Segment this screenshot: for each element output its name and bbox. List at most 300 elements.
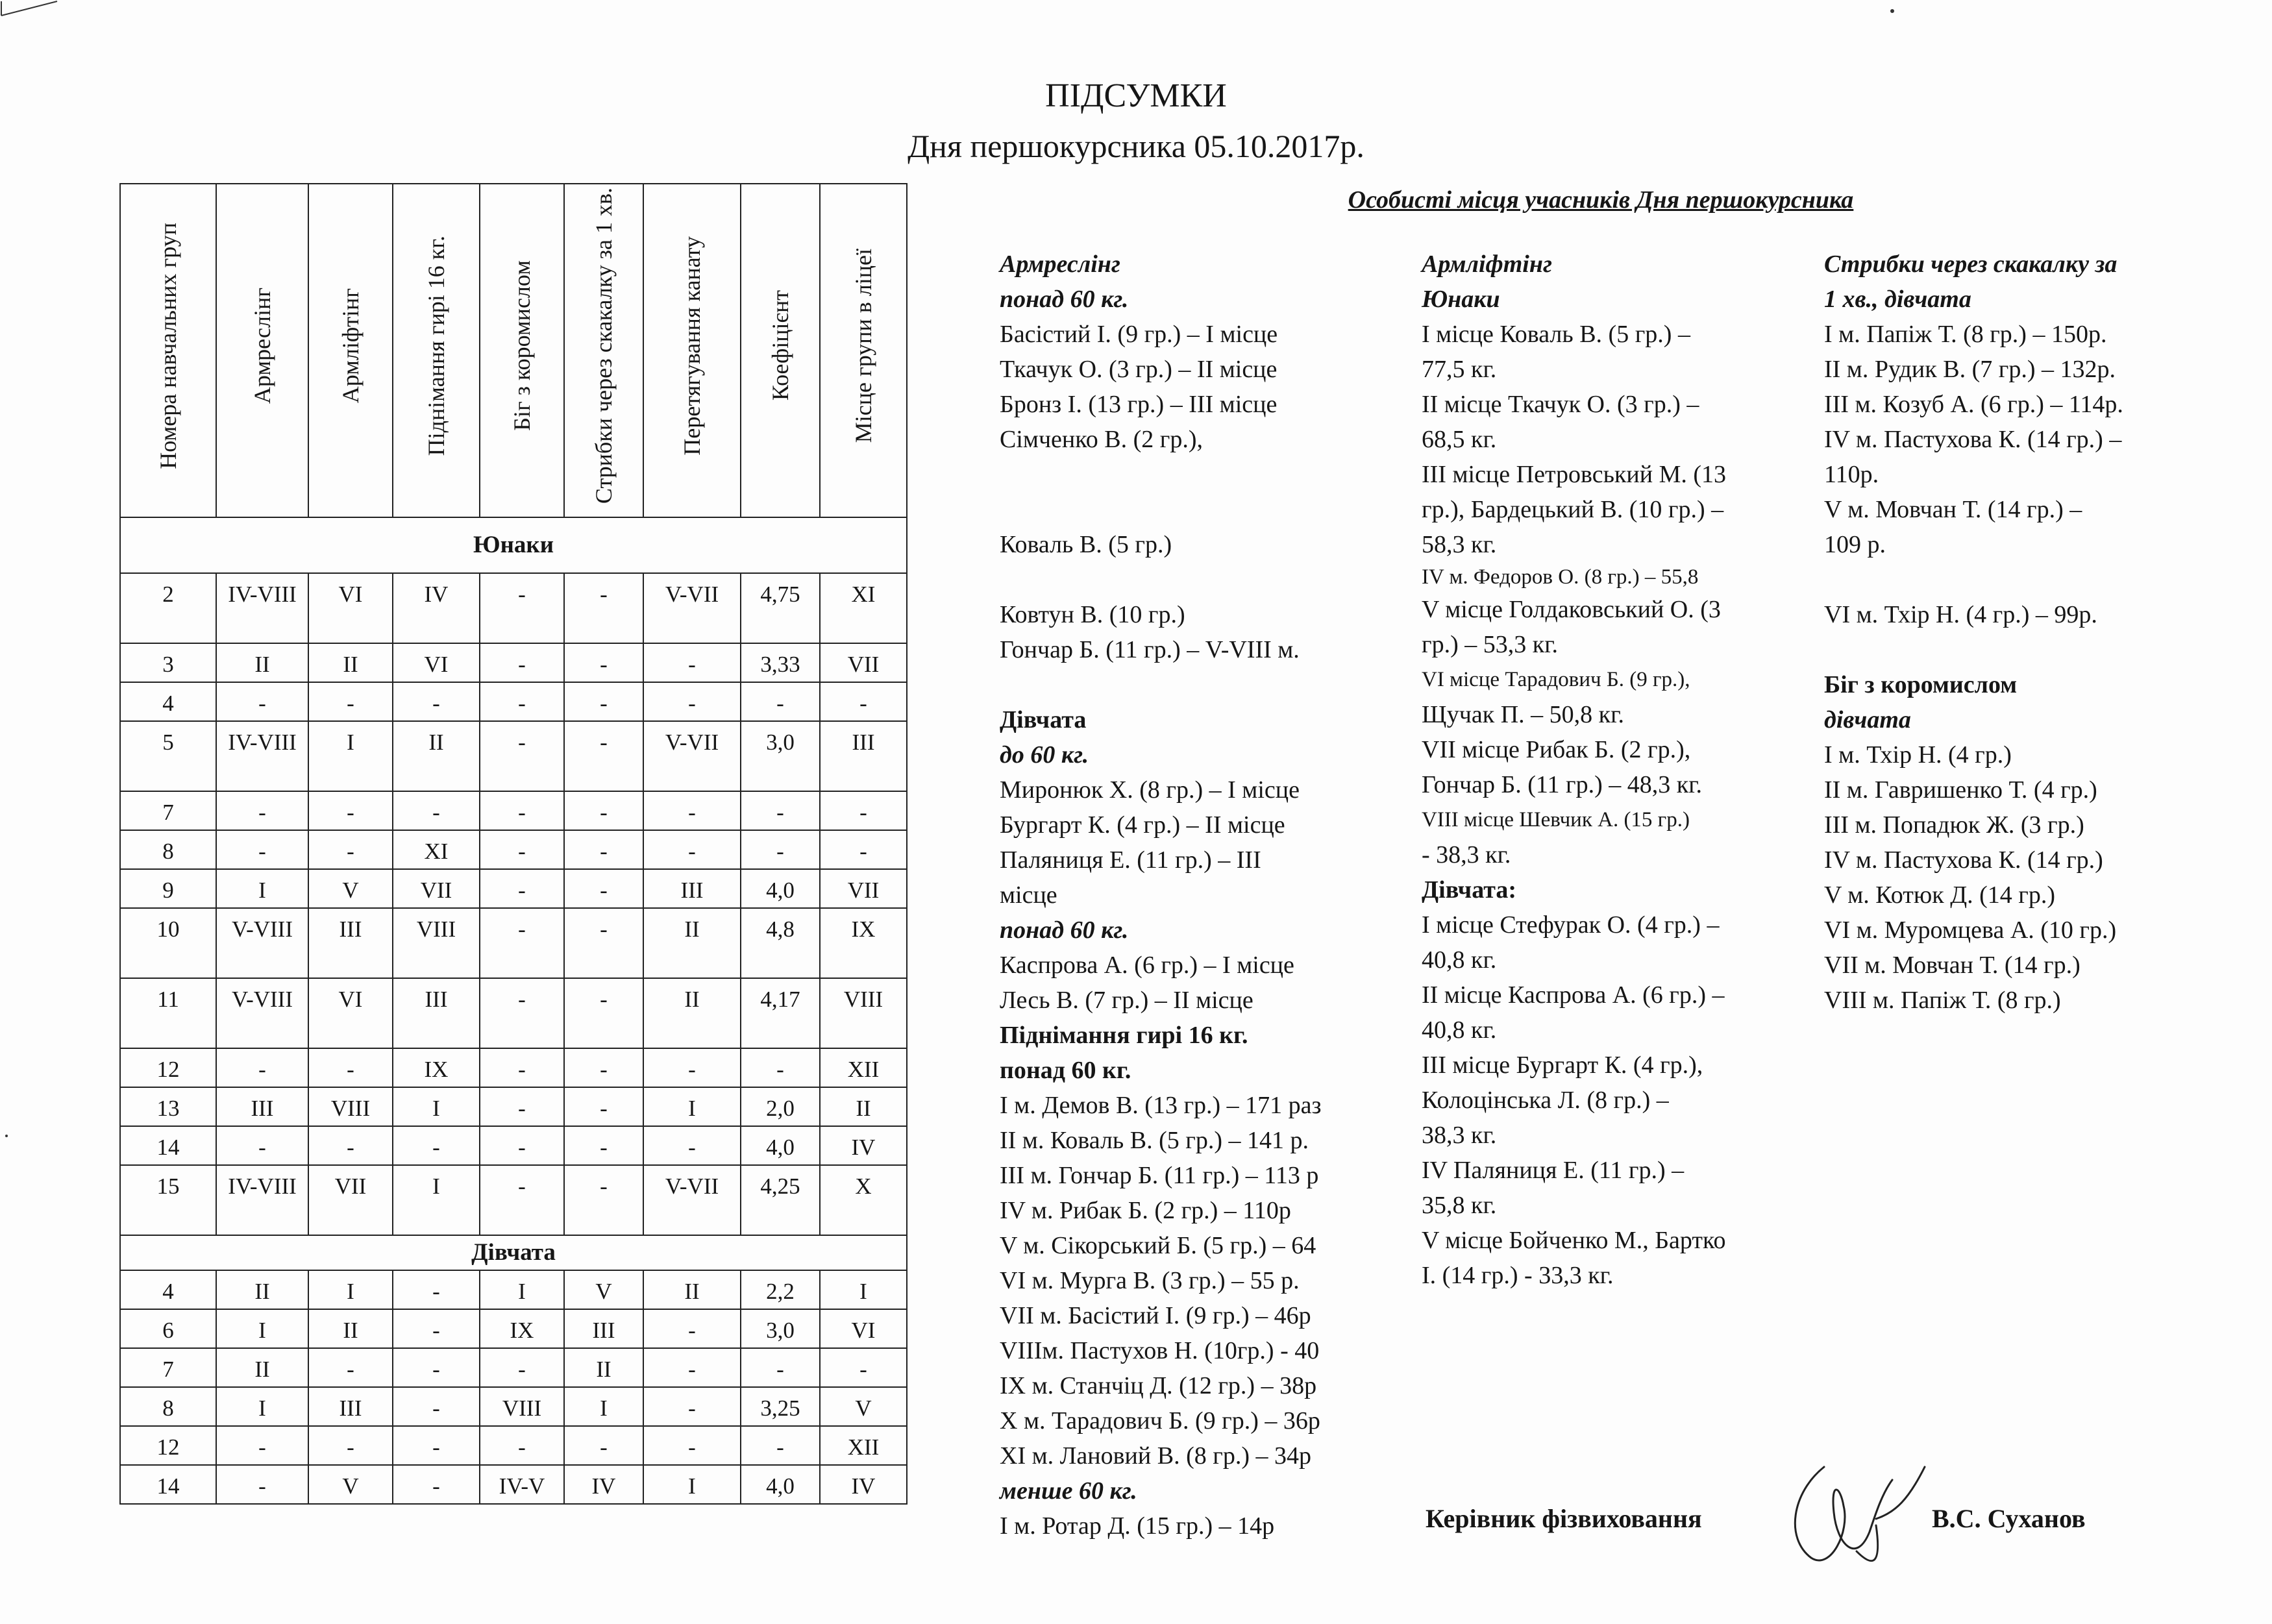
list-item: 58,3 кг.	[1422, 531, 1497, 558]
table-row	[120, 869, 907, 908]
table-cell: -	[393, 791, 480, 830]
list-item: X м. Тарадович Б. (9 гр.) – 36р	[1000, 1407, 1320, 1434]
table-cell: -	[643, 682, 741, 721]
table-cell: IV-VIII	[216, 721, 308, 791]
weight-category: понад 60 кг.	[1000, 286, 1129, 313]
table-cell: -	[480, 721, 564, 791]
table-cell: -	[741, 682, 820, 721]
table-cell: -	[480, 1048, 564, 1087]
table-cell: -	[820, 1348, 907, 1387]
table-cell: -	[480, 1087, 564, 1126]
table-cell: -	[643, 643, 741, 682]
table-cell: VI	[308, 978, 393, 1048]
list-item: V м. Сікорський Б. (5 гр.) – 64	[1000, 1232, 1316, 1259]
table-cell: -	[216, 1465, 308, 1504]
table-cell: 3,33	[741, 643, 820, 682]
list-item: І місце Коваль В. (5 гр.) –	[1422, 321, 1690, 348]
table-cell: I	[820, 1270, 907, 1309]
corner-mark	[0, 0, 58, 17]
table-cell: VIII	[393, 908, 480, 978]
column-header-label: Перетягування канату	[679, 236, 705, 456]
table-cell: XII	[820, 1048, 907, 1087]
table-cell: I	[308, 1270, 393, 1309]
list-item: IV м. Федоров О. (8 гр.) – 55,8	[1422, 565, 1699, 589]
table-cell: -	[480, 869, 564, 908]
weight-category: понад 60 кг.	[1000, 917, 1129, 944]
section-heading: Армреслінг	[1000, 251, 1120, 278]
table-cell: 11	[120, 978, 216, 1048]
table-cell: -	[393, 682, 480, 721]
list-item: І м. Тхір Н. (4 гр.)	[1824, 741, 2012, 769]
table-cell: -	[564, 1165, 643, 1235]
table-cell: 4,8	[741, 908, 820, 978]
table-cell: 10	[120, 908, 216, 978]
weight-category: понад 60 кг.	[1000, 1057, 1131, 1084]
list-item: V місце Голдаковський О. (3	[1422, 596, 1721, 623]
list-item: 35,8 кг.	[1422, 1192, 1497, 1219]
table-cell: VIII	[820, 978, 907, 1048]
table-cell: II	[393, 721, 480, 791]
signature	[1779, 1454, 1934, 1577]
table-cell: II	[820, 1087, 907, 1126]
table-cell: II	[216, 1348, 308, 1387]
table-cell: -	[216, 1126, 308, 1165]
table-cell: -	[480, 1126, 564, 1165]
list-item: місце	[1000, 881, 1057, 909]
column-header-label: Армліфтінг	[338, 288, 364, 404]
table-cell: I	[480, 1270, 564, 1309]
list-item: 109 р.	[1824, 531, 1886, 558]
table-row	[120, 1126, 907, 1165]
table-cell: VII	[820, 869, 907, 908]
table-row	[120, 791, 907, 830]
section-label: Дівчата	[120, 1235, 907, 1270]
list-item: XI м. Лановий В. (8 гр.) – 34р	[1000, 1442, 1311, 1470]
list-item: ІІ м. Гавришенко Т. (4 гр.)	[1824, 776, 2097, 804]
results-table	[119, 183, 908, 1505]
table-row	[120, 721, 907, 791]
table-cell: -	[480, 1165, 564, 1235]
table-cell: V-VIII	[216, 978, 308, 1048]
table-cell: XII	[820, 1426, 907, 1465]
list-item: 68,5 кг.	[1422, 426, 1497, 453]
table-cell: IV-V	[480, 1465, 564, 1504]
list-item: Колоцінська Л. (8 гр.) –	[1422, 1087, 1669, 1114]
section-row	[120, 1235, 907, 1270]
table-cell: IV	[564, 1465, 643, 1504]
table-cell: III	[643, 869, 741, 908]
table-cell: -	[308, 1126, 393, 1165]
section-heading: Армліфтінг	[1422, 251, 1552, 278]
table-cell: I	[393, 1165, 480, 1235]
table-cell: III	[393, 978, 480, 1048]
group-heading: Юнаки	[1422, 286, 1500, 313]
table-cell: -	[480, 791, 564, 830]
list-item: гр.) – 53,3 кг.	[1422, 631, 1559, 658]
table-cell: -	[643, 1348, 741, 1387]
column-header-label: Коефіцієнт	[767, 290, 793, 401]
column-header	[643, 184, 741, 517]
list-item: IV м. Пастухова К. (14 гр.) –	[1824, 426, 2122, 453]
section-heading: 1 хв., дівчата	[1824, 286, 1971, 313]
table-cell: -	[480, 682, 564, 721]
table-cell: -	[480, 830, 564, 869]
speck	[1890, 9, 1894, 13]
list-item: VII м. Мовчан Т. (14 гр.)	[1824, 952, 2081, 979]
table-cell: II	[216, 1270, 308, 1309]
section-heading: Біг з коромислом	[1824, 671, 2018, 698]
table-cell: -	[741, 1348, 820, 1387]
table-cell: -	[308, 682, 393, 721]
list-item: Гончар Б. (11 гр.) – V-VIII м.	[1000, 636, 1300, 663]
table-row	[120, 830, 907, 869]
table-cell: X	[820, 1165, 907, 1235]
table-cell: -	[564, 978, 643, 1048]
list-item: 110р.	[1824, 461, 1879, 488]
table-cell: -	[643, 1126, 741, 1165]
list-item: ІІ місце Каспрова А. (6 гр.) –	[1422, 981, 1725, 1009]
table-row	[120, 1309, 907, 1348]
table-cell: 6	[120, 1309, 216, 1348]
table-cell: -	[216, 1426, 308, 1465]
list-item: І м. Папіж Т. (8 гр.) – 150р.	[1824, 321, 2107, 348]
list-item: 40,8 кг.	[1422, 1016, 1497, 1044]
table-cell: 8	[120, 830, 216, 869]
page-title: ПІДСУМКИ	[1045, 77, 1227, 114]
table-cell: IV	[820, 1465, 907, 1504]
table-cell: -	[643, 1387, 741, 1426]
column-header-label: Біг з коромислом	[509, 260, 535, 431]
table-cell: -	[393, 1426, 480, 1465]
table-cell: 4,17	[741, 978, 820, 1048]
table-cell: -	[393, 1387, 480, 1426]
table-cell: IV	[393, 573, 480, 643]
table-cell: II	[643, 1270, 741, 1309]
list-item: 77,5 кг.	[1422, 356, 1497, 383]
table-cell: 15	[120, 1165, 216, 1235]
table-cell: V-VIII	[216, 908, 308, 978]
table-cell: -	[564, 830, 643, 869]
table-cell: II	[308, 643, 393, 682]
table-cell: -	[393, 1309, 480, 1348]
list-item: 40,8 кг.	[1422, 946, 1497, 974]
table-cell: 7	[120, 791, 216, 830]
table-cell: IX	[480, 1309, 564, 1348]
list-item: VII м. Басістий І. (9 гр.) – 46р	[1000, 1302, 1311, 1329]
table-cell: VIII	[480, 1387, 564, 1426]
table-cell: 4,25	[741, 1165, 820, 1235]
table-cell: V-VII	[643, 573, 741, 643]
table-cell: 4,0	[741, 1465, 820, 1504]
table-cell: -	[564, 869, 643, 908]
table-cell: IX	[393, 1048, 480, 1087]
list-item: І м. Демов В. (13 гр.) – 171 раз	[1000, 1092, 1322, 1119]
table-cell: 7	[120, 1348, 216, 1387]
list-item: Ковтун В. (10 гр.)	[1000, 601, 1185, 628]
table-cell: 2,2	[741, 1270, 820, 1309]
table-cell: 5	[120, 721, 216, 791]
section-heading: Дівчата	[1000, 706, 1087, 733]
table-row	[120, 1165, 907, 1235]
table-cell: -	[308, 830, 393, 869]
table-cell: -	[216, 1048, 308, 1087]
list-item: VIII місце Шевчик А. (15 гр.)	[1422, 808, 1690, 831]
table-cell: 4,0	[741, 1126, 820, 1165]
table-cell: IV	[820, 1126, 907, 1165]
list-item: V м. Мовчан Т. (14 гр.) –	[1824, 496, 2082, 523]
list-item: VI м. Муромцева А. (10 гр.)	[1824, 917, 2117, 944]
table-cell: III	[308, 908, 393, 978]
column-armlifting	[1422, 247, 1726, 1293]
table-cell: 13	[120, 1087, 216, 1126]
table-cell: -	[564, 1126, 643, 1165]
table-cell: V-VII	[643, 721, 741, 791]
table-cell: -	[643, 830, 741, 869]
list-item: Коваль В. (5 гр.)	[1000, 531, 1172, 558]
table-cell: III	[308, 1387, 393, 1426]
list-item: VIIIм. Пастухов Н. (10гр.) - 40	[1000, 1337, 1320, 1364]
table-cell: VI	[820, 1309, 907, 1348]
list-item: Лесь В. (7 гр.) – ІІ місце	[1000, 987, 1253, 1014]
table-cell: -	[564, 682, 643, 721]
section-heading: Піднімання гирі 16 кг.	[1000, 1022, 1248, 1049]
table-cell: 9	[120, 869, 216, 908]
table-row	[120, 1048, 907, 1087]
table-cell: -	[643, 1309, 741, 1348]
column-header-label: Номера навчальних груп	[155, 222, 181, 469]
table-cell: V-VII	[643, 1165, 741, 1235]
table-cell: -	[643, 791, 741, 830]
table-cell: -	[216, 682, 308, 721]
list-item: ІІ м. Коваль В. (5 гр.) – 141 р.	[1000, 1127, 1309, 1154]
table-cell: -	[480, 1348, 564, 1387]
table-cell: VI	[308, 573, 393, 643]
table-cell: I	[308, 721, 393, 791]
list-item: VII місце Рибак Б. (2 гр.),	[1422, 736, 1691, 763]
table-cell: -	[741, 830, 820, 869]
list-item: Каспрова А. (6 гр.) – І місце	[1000, 952, 1294, 979]
list-item: VI місце Тарадович Б. (9 гр.),	[1422, 668, 1690, 691]
table-cell: -	[480, 643, 564, 682]
column-header	[820, 184, 907, 517]
table-row	[120, 643, 907, 682]
table-cell: -	[564, 721, 643, 791]
table-cell: -	[480, 978, 564, 1048]
table-cell: VII	[393, 869, 480, 908]
table-cell: 12	[120, 1048, 216, 1087]
list-item: Бургарт К. (4 гр.) – ІІ місце	[1000, 811, 1285, 839]
page-subtitle: Дня першокурсника 05.10.2017р.	[908, 128, 1364, 164]
list-item: Щучак П. – 50,8 кг.	[1422, 701, 1624, 728]
list-item: Сімченко В. (2 гр.),	[1000, 426, 1204, 453]
signatory-role: Керівник фізвиховання	[1426, 1504, 1702, 1533]
column-jump-rope	[1824, 247, 2123, 1018]
table-cell: 8	[120, 1387, 216, 1426]
table-header-row	[120, 184, 907, 517]
column-header	[480, 184, 564, 517]
section-row	[120, 517, 907, 573]
column-header	[308, 184, 393, 517]
table-cell: I	[393, 1087, 480, 1126]
list-item: VI м. Тхір Н. (4 гр.) – 99р.	[1824, 601, 2097, 628]
table-cell: -	[393, 1465, 480, 1504]
table-cell: V	[564, 1270, 643, 1309]
table-cell: -	[564, 791, 643, 830]
weight-category: менше 60 кг.	[1000, 1477, 1137, 1505]
column-header-label: Піднімання гирі 16 кг.	[423, 235, 449, 456]
table-cell: -	[564, 1087, 643, 1126]
table-cell: -	[820, 682, 907, 721]
list-item: IV м. Рибак Б. (2 гр.) – 110р	[1000, 1197, 1291, 1224]
table-cell: IV-VIII	[216, 573, 308, 643]
table-cell: -	[564, 908, 643, 978]
table-cell: XI	[393, 830, 480, 869]
table-cell: 3,0	[741, 1309, 820, 1348]
table-cell: 4,0	[741, 869, 820, 908]
list-item: Бронз І. (13 гр.) – ІІІ місце	[1000, 391, 1278, 418]
table-cell: -	[480, 908, 564, 978]
table-cell: 4	[120, 1270, 216, 1309]
table-cell: III	[564, 1309, 643, 1348]
table-cell: I	[643, 1465, 741, 1504]
list-item: V м. Котюк Д. (14 гр.)	[1824, 881, 2056, 909]
table-cell: II	[216, 643, 308, 682]
table-cell: -	[216, 830, 308, 869]
table-row	[120, 1087, 907, 1126]
table-row	[120, 1387, 907, 1426]
column-header	[741, 184, 820, 517]
table-cell: -	[643, 1426, 741, 1465]
table-row	[120, 682, 907, 721]
group-heading: Дівчата:	[1422, 876, 1517, 904]
table-cell: -	[393, 1270, 480, 1309]
table-cell: -	[564, 643, 643, 682]
table-cell: III	[216, 1087, 308, 1126]
table-row	[120, 1270, 907, 1309]
list-item: гр.), Бардецький В. (10 гр.) –	[1422, 496, 1724, 523]
list-item: 38,3 кг.	[1422, 1122, 1497, 1149]
table-cell: -	[741, 1048, 820, 1087]
list-item: ІІІ місце Петровський М. (13	[1422, 461, 1727, 488]
table-cell: -	[480, 573, 564, 643]
table-cell: 4	[120, 682, 216, 721]
column-header	[393, 184, 480, 517]
table-row	[120, 908, 907, 978]
list-item: - 38,3 кг.	[1422, 841, 1511, 868]
column-header-label: Армреслінг	[249, 287, 275, 404]
column-armwrestling	[1000, 247, 1322, 1544]
table-cell: 14	[120, 1126, 216, 1165]
table-cell: 3	[120, 643, 216, 682]
table-cell: -	[564, 573, 643, 643]
group-heading: дівчата	[1824, 706, 1911, 733]
table-cell: I	[216, 869, 308, 908]
table-cell: VII	[308, 1165, 393, 1235]
list-item: VI м. Мурга В. (3 гр.) – 55 р.	[1000, 1267, 1300, 1294]
column-header	[216, 184, 308, 517]
list-item: VIII м. Папіж Т. (8 гр.)	[1824, 987, 2061, 1014]
weight-category: до 60 кг.	[1000, 741, 1089, 769]
table-cell: V	[308, 869, 393, 908]
list-item: ІІ м. Рудик В. (7 гр.) – 132р.	[1824, 356, 2116, 383]
table-cell: 14	[120, 1465, 216, 1504]
table-cell: -	[393, 1348, 480, 1387]
list-item: Басістий І. (9 гр.) – І місце	[1000, 321, 1278, 348]
table-cell: -	[820, 830, 907, 869]
section-label: Юнаки	[120, 517, 907, 573]
table-cell: II	[643, 978, 741, 1048]
table-cell: 2,0	[741, 1087, 820, 1126]
table-cell: II	[643, 908, 741, 978]
places-title: Особисті місця учасників Дня першокурсника	[1348, 186, 1854, 214]
table-cell: I	[564, 1387, 643, 1426]
column-header	[120, 184, 216, 517]
list-item: Паляниця Е. (11 гр.) – ІІІ	[1000, 846, 1261, 874]
table-cell: 2	[120, 573, 216, 643]
list-item: ІІІ м. Козуб А. (6 гр.) – 114р.	[1824, 391, 2123, 418]
list-item: І місце Стефурак О. (4 гр.) –	[1422, 911, 1720, 939]
table-cell: -	[564, 1426, 643, 1465]
table-row	[120, 1426, 907, 1465]
table-cell: II	[308, 1309, 393, 1348]
speck	[5, 1135, 8, 1137]
table-cell: IV-VIII	[216, 1165, 308, 1235]
list-item: Ткачук О. (3 гр.) – ІІ місце	[1000, 356, 1278, 383]
table-cell: 4,75	[741, 573, 820, 643]
table-cell: -	[480, 1426, 564, 1465]
table-cell: VI	[393, 643, 480, 682]
table-cell: VII	[820, 643, 907, 682]
table-cell: XI	[820, 573, 907, 643]
table-cell: V	[820, 1387, 907, 1426]
column-header-label: Місце групи в ліцеї	[850, 248, 876, 443]
table-cell: 12	[120, 1426, 216, 1465]
table-cell: -	[741, 791, 820, 830]
table-cell: 3,0	[741, 721, 820, 791]
table-cell: -	[741, 1426, 820, 1465]
table-cell: III	[820, 721, 907, 791]
list-item: Гончар Б. (11 гр.) – 48,3 кг.	[1422, 771, 1703, 798]
table-row	[120, 573, 907, 643]
table-cell: -	[564, 1048, 643, 1087]
table-cell: -	[308, 1048, 393, 1087]
list-item: ІІІ м. Попадюк Ж. (3 гр.)	[1824, 811, 2084, 839]
table-cell: I	[643, 1087, 741, 1126]
list-item: І. (14 гр.) - 33,3 кг.	[1422, 1262, 1614, 1289]
column-header-label: Стрибки через скакалку за 1 хв.	[591, 187, 617, 504]
table-row	[120, 1465, 907, 1504]
list-item: V місце Бойченко М., Бартко	[1422, 1227, 1726, 1254]
table-cell: I	[216, 1387, 308, 1426]
table-cell: -	[393, 1126, 480, 1165]
list-item: Миронюк Х. (8 гр.) – І місце	[1000, 776, 1300, 804]
list-item: IX м. Станчіц Д. (12 гр.) – 38р	[1000, 1372, 1317, 1399]
table-cell: -	[820, 791, 907, 830]
table-cell: -	[308, 791, 393, 830]
signatory-name: В.С. Суханов	[1932, 1504, 2086, 1533]
column-header	[564, 184, 643, 517]
list-item: ІІІ місце Бургарт К. (4 гр.),	[1422, 1052, 1703, 1079]
table-cell: -	[308, 1426, 393, 1465]
table-cell: I	[216, 1309, 308, 1348]
table-cell: 3,25	[741, 1387, 820, 1426]
table-row	[120, 1348, 907, 1387]
table-cell: IX	[820, 908, 907, 978]
list-item: ІІ місце Ткачук О. (3 гр.) –	[1422, 391, 1699, 418]
list-item: IV Паляниця Е. (11 гр.) –	[1422, 1157, 1685, 1184]
list-item: ІІІ м. Гончар Б. (11 гр.) – 113 р	[1000, 1162, 1319, 1189]
table-cell: -	[216, 791, 308, 830]
